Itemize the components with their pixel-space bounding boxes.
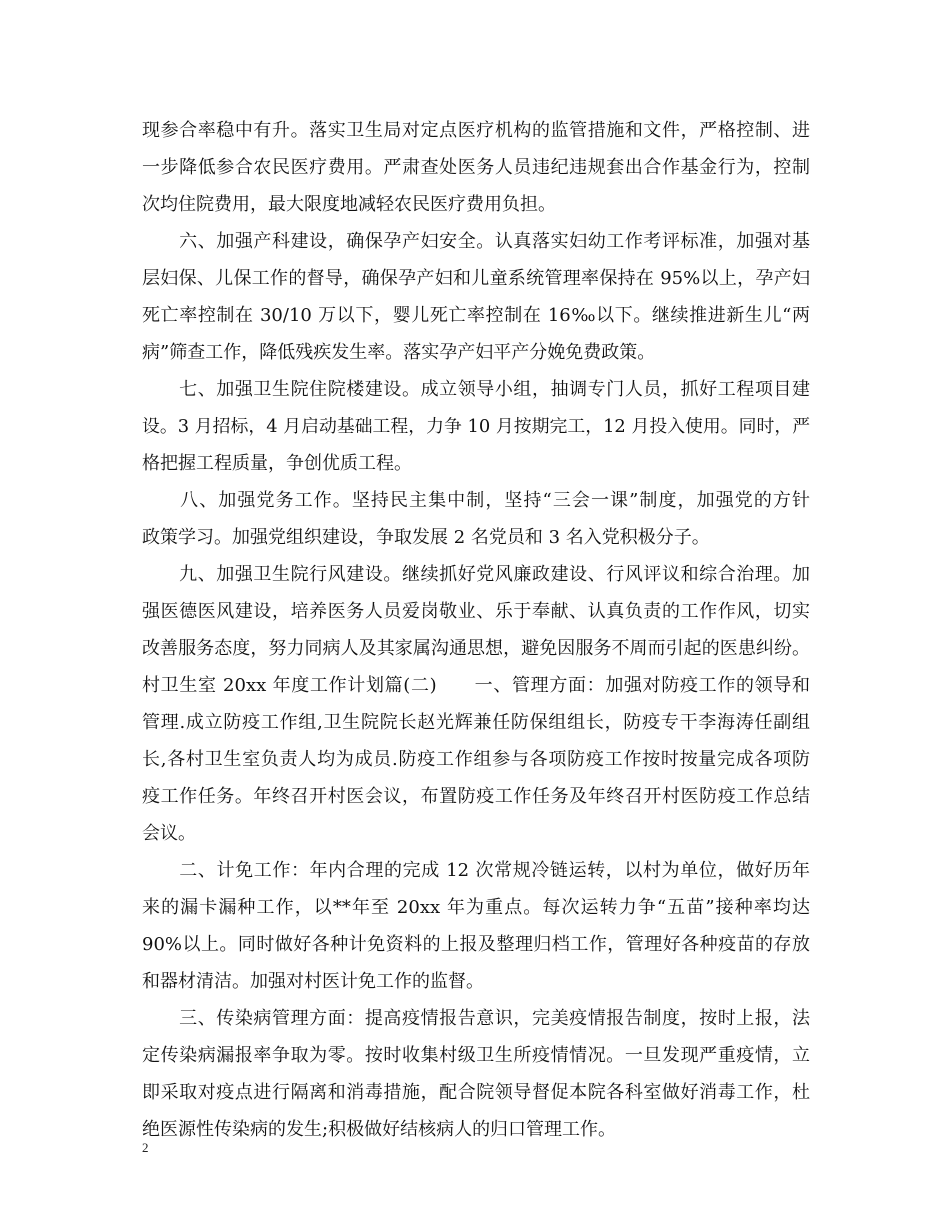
page-number: 2: [142, 1140, 149, 1155]
text-line: 政策学习。加强党组织建设，争取发展 2 名党员和 3 名入党积极分子。: [142, 527, 710, 548]
text-line: 强医德医风建设，培养医务人员爱岗敬业、乐于奉献、认真负责的工作作风，切实: [142, 601, 810, 622]
text-line: 管理.成立防疫工作组,卫生院院长赵光辉兼任防保组组长，防疫专干李海涛任副组: [142, 712, 810, 733]
text-line: 七、加强卫生院住院楼建设。成立领导小组，抽调专门人员，抓好工程项目建: [142, 379, 810, 400]
document-body: [142, 112, 810, 1148]
text-line: 二、计免工作：年内合理的完成 12 次常规冷链运转，以村为单位，做好历年: [142, 860, 810, 881]
text-line: 次均住院费用，最大限度地减轻农民医疗费用负担。: [142, 194, 556, 215]
text-line: 90%以上。同时做好各种计免资料的上报及整理归档工作，管理好各种疫苗的存放: [142, 934, 810, 955]
text-line: 死亡率控制在 30/10 万以下，婴儿死亡率控制在 16‰以下。继续推进新生儿“两: [142, 305, 810, 326]
text-line: 现参合率稳中有升。落实卫生局对定点医疗机构的监管措施和文件，严格控制、进: [142, 120, 810, 141]
text-line: 会议。: [142, 823, 196, 844]
text-line: 六、加强产科建设，确保孕产妇安全。认真落实妇幼工作考评标准，加强对基: [142, 231, 810, 252]
text-line: 改善服务态度，努力同病人及其家属沟通思想，避免因服务不周而引起的医患纠纷。: [142, 638, 810, 659]
text-line: 设。3 月招标，4 月启动基础工程，力争 10 月按期完工，12 月投入使用。同时，严: [142, 416, 811, 437]
text-line: 层妇保、儿保工作的督导，确保孕产妇和儿童系统管理率保持在 95%以上，孕产妇: [142, 268, 810, 289]
text-line: 一步降低参合农民医疗费用。严肃查处医务人员违纪违规套出合作基金行为，控制: [142, 157, 810, 178]
text-line: 即采取对疫点进行隔离和消毒措施，配合院领导督促本院各科室做好消毒工作，杜: [142, 1082, 810, 1103]
text-line: 绝医源性传染病的发生;积极做好结核病人的归口管理工作。: [142, 1119, 617, 1140]
text-line: 村卫生室 20xx 年度工作计划篇(二) 一、管理方面：加强对防疫工作的领导和: [142, 675, 810, 696]
text-line: 病”筛查工作，降低残疾发生率。落实孕产妇平产分娩免费政策。: [142, 342, 656, 363]
text-line: 定传染病漏报率争取为零。按时收集村级卫生所疫情情况。一旦发现严重疫情，立: [142, 1045, 810, 1066]
text-line: 格把握工程质量，争创优质工程。: [142, 453, 412, 474]
text-line: 和器材清洁。加强对村医计免工作的监督。: [142, 971, 484, 992]
text-line: 来的漏卡漏种工作，以**年至 20xx 年为重点。每次运转力争“五苗”接种率均达: [142, 897, 810, 918]
text-line: 九、加强卫生院行风建设。继续抓好党风廉政建设、行风评议和综合治理。加: [142, 564, 810, 585]
text-line: 疫工作任务。年终召开村医会议，布置防疫工作任务及年终召开村医防疫工作总结: [142, 786, 810, 807]
text-line: 长,各村卫生室负责人均为成员.防疫工作组参与各项防疫工作按时按量完成各项防: [142, 749, 810, 770]
text-line: 三、传染病管理方面：提高疫情报告意识，完美疫情报告制度，按时上报，法: [142, 1008, 810, 1029]
text-line: 八、加强党务工作。坚持民主集中制，坚持“三会一课”制度，加强党的方针: [142, 490, 810, 511]
